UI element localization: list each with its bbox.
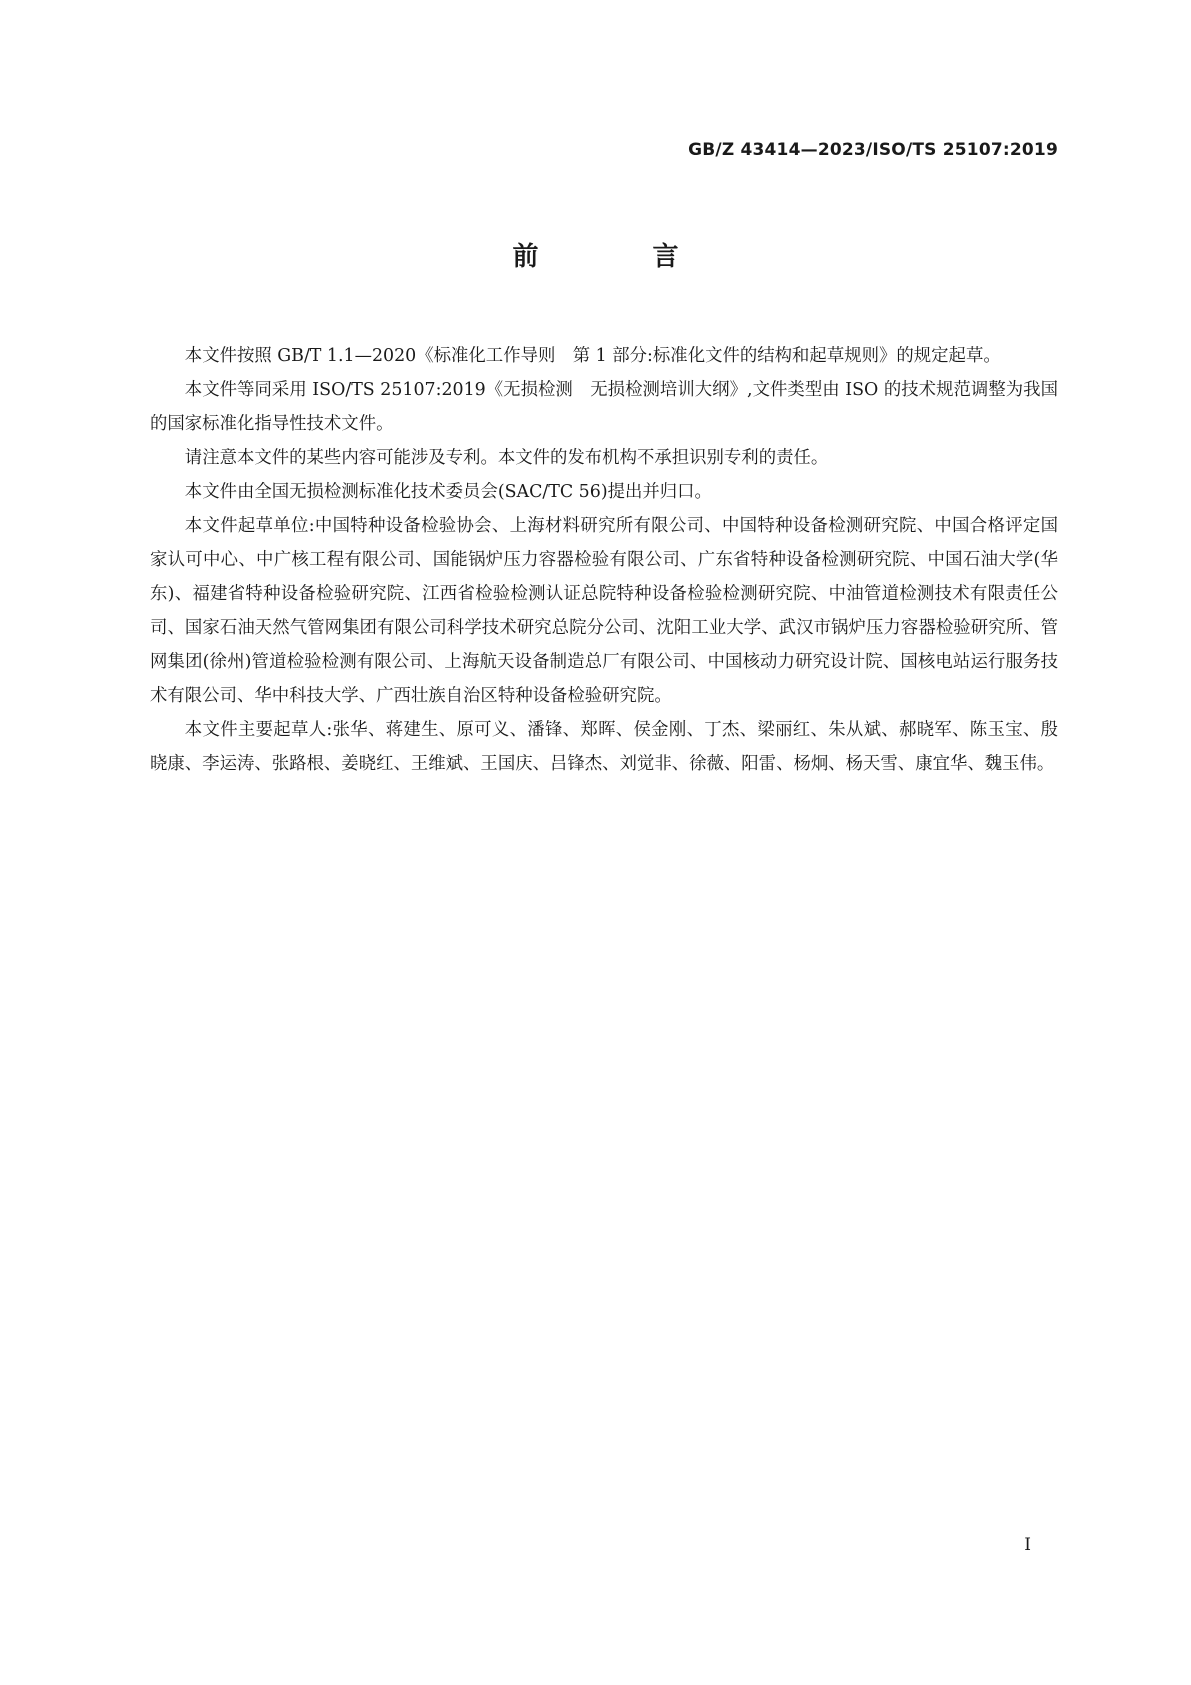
standard-number: GB/Z 43414—2023/ISO/TS 25107:2019 [688,140,1058,160]
page-number: I [1024,1535,1031,1555]
paragraph-drafters: 本文件主要起草人:张华、蒋建生、原可义、潘锋、郑晖、侯金刚、丁杰、梁丽红、朱从斌、郝晓军、陈玉宝、殷晓康、李运涛、张路根、姜晓红、王维斌、王国庆、吕锋杰、刘觉非、徐薇、阳雷、杨炯、杨天雪、康宜华、魏玉伟。 [150,720,1058,774]
paragraph-adoption: 本文件等同采用 ISO/TS 25107:2019《无损检测 无损检测培训大纲》,文件类型由 ISO 的技术规范调整为我国的国家标准化指导性技术文件。 [150,380,1058,434]
paragraph-committee: 本文件由全国无损检测标准化技术委员会(SAC/TC 56)提出并归口。 [184,482,712,502]
page-title: 前 言 [512,242,723,272]
paragraph-drafting-units: 本文件起草单位:中国特种设备检验协会、上海材料研究所有限公司、中国特种设备检测研究院、中国合格评定国家认可中心、中广核工程有限公司、国能锅炉压力容器检验有限公司、广东省特种设备检测研究院、中国石油大学(华东)、福建省特种设备检验研究院、江西省检验检测认证总院特种设备检验检测研究院、中油管道检测技术有限责任公司、国家石油天然气管网集团有限公司科学技术研究总院分公司、沈阳工业大学、武汉市锅炉压力容器检验研究所、管网集团(徐州)管道检验检测有限公司、上海航天设备制造总厂有限公司、中国核动力研究设计院、国核电站运行服务技术有限公司、华中科技大学、广西壮族自治区特种设备检验研究院。 [150,516,1058,706]
paragraph-drafting-rules: 本文件按照 GB/T 1.1—2020《标准化工作导则 第 1 部分:标准化文件的结构和起草规则》的规定起草。 [184,346,1001,366]
foreword-body [150,339,1058,781]
paragraph-patent-notice: 请注意本文件的某些内容可能涉及专利。本文件的发布机构不承担识别专利的责任。 [184,448,829,468]
